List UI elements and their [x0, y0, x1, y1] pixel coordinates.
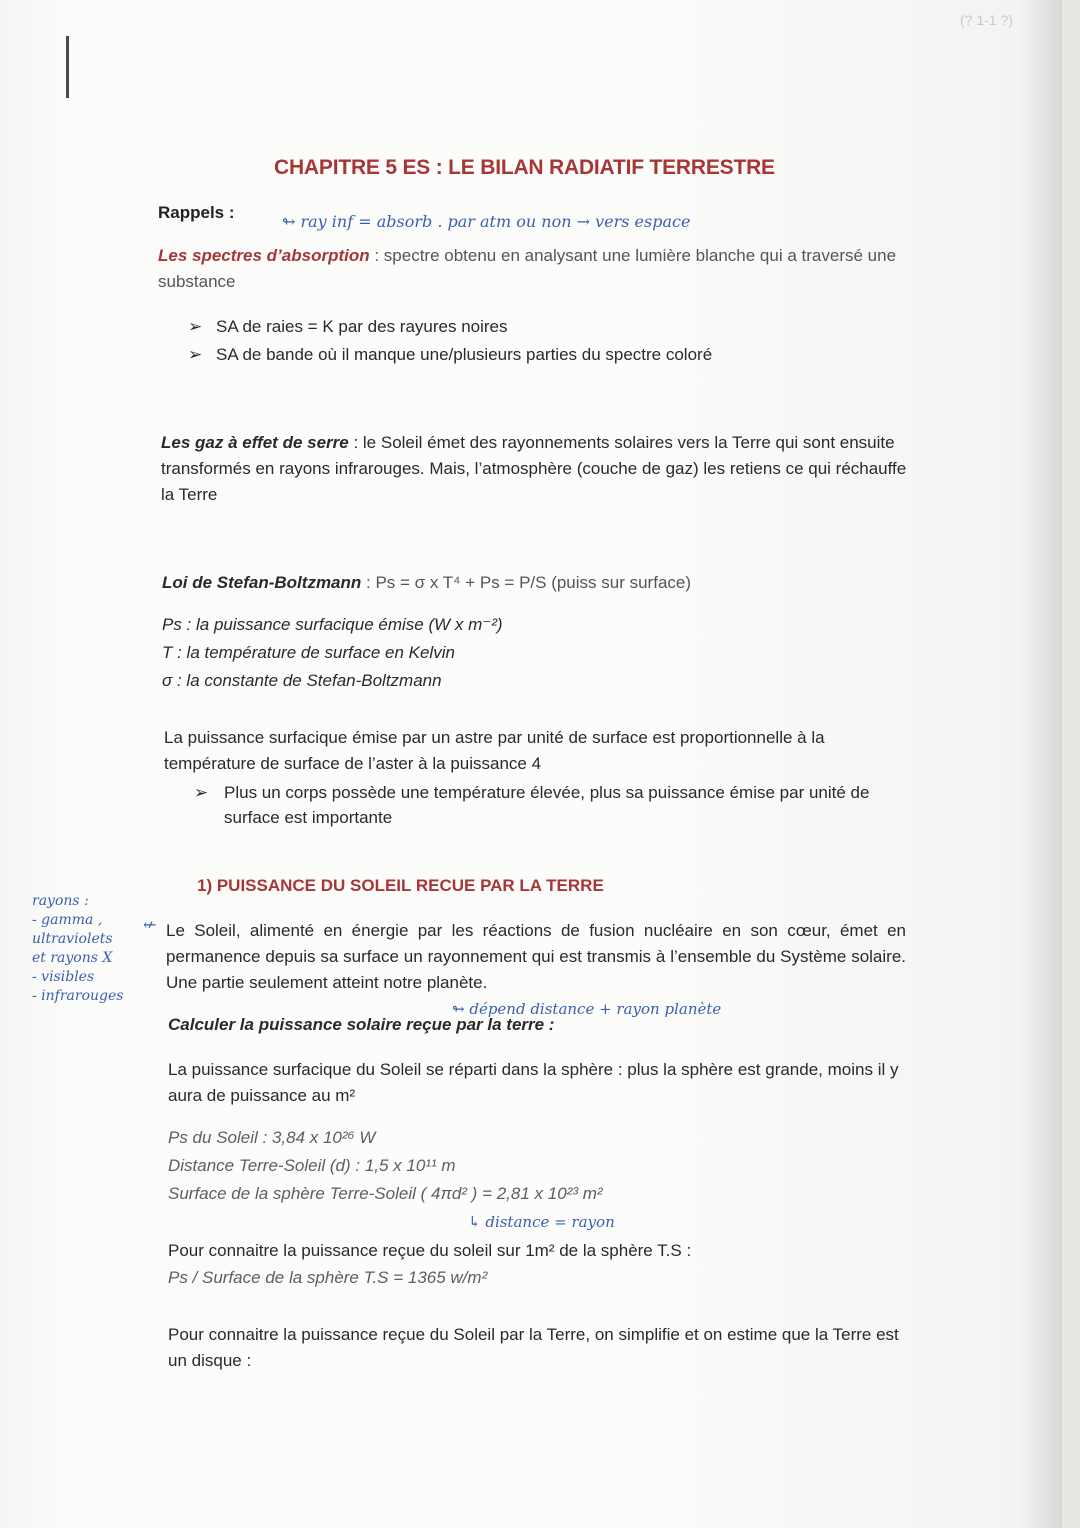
formula-1365: Ps / Surface de la sphère T.S = 1365 w/m² — [168, 1268, 488, 1287]
gaz-text: : le Soleil émet des rayonnements solaires vers la Terre qui sont ensuite transformés en rayons infrarouges. Mais, l’atmosphère (couche de gaz) les retiens ce qui réchauffe la Terre — [161, 433, 907, 504]
stefan-law-line — [162, 570, 922, 596]
gaz-label: Les gaz à effet de serre — [161, 433, 349, 452]
stefan-formula: : Ps = σ x T⁴ + Ps = P/S (puiss sur surface) — [361, 573, 692, 592]
connaitre-1: Pour connaitre la puissance reçue du soleil sur 1m² de la sphère T.S : — [168, 1241, 692, 1260]
arrow-bullet-icon: ➢ — [188, 345, 203, 364]
bullet-item: ➢ Plus un corps possède une température élevée, plus sa puissance émise par unité de surface est importante — [194, 780, 909, 830]
handwritten-note-distance: ↳ distance = rayon — [468, 1213, 615, 1231]
calc-heading: Calculer la puissance solaire reçue par la terre : — [168, 1015, 555, 1034]
definition-t: T : la température de surface en Kelvin — [162, 643, 455, 662]
corner-scribble: (? 1-1 ?) — [960, 12, 1013, 28]
stefan-bullet — [194, 780, 909, 830]
rappels-heading: Rappels : — [158, 203, 235, 222]
handwritten-note-absorption: ↬ ray inf = absorb . par atm ou non → vers espace — [282, 212, 691, 231]
stefan-label: Loi de Stefan-Boltzmann — [162, 573, 362, 592]
margin-pen-mark — [66, 36, 69, 98]
bullet-item: ➢ SA de bande où il manque une/plusieurs parties du spectre coloré — [188, 341, 888, 369]
values-list — [168, 1124, 868, 1208]
value-surface: Surface de la sphère Terre-Soleil ( 4πd² ) = 2,81 x 10²³ m² — [168, 1184, 603, 1203]
arrow-bullet-icon: ➢ — [188, 317, 203, 336]
spectres-text: : spectre obtenu en analysant une lumière blanche qui a traversé une substance — [158, 246, 897, 291]
connaitre-2: Pour connaitre la puissance reçue du Soleil par la Terre, on simplifie et on estime que la Terre est un disque : — [168, 1325, 899, 1370]
arrow-bullet-icon: ➢ — [194, 783, 209, 802]
hand-arrow-icon: ↚ — [143, 915, 157, 934]
page-title: CHAPITRE 5 ES : LE BILAN RADIATIF TERRESTRE — [274, 156, 775, 179]
margin-handwritten-notes: rayons : - gamma , ultraviolets et rayons X - visibles - infrarouges — [32, 893, 124, 1004]
stefan-statement: La puissance surfacique émise par un astre par unité de surface est proportionnelle à la température de surface de l’aster à la puissance 4 — [164, 728, 825, 773]
spectres-bullet-list — [188, 313, 888, 369]
value-distance: Distance Terre-Soleil (d) : 1,5 x 10¹¹ m — [168, 1156, 456, 1175]
bullet-item: ➢ SA de raies = K par des rayures noires — [188, 313, 888, 341]
handwritten-note-depend: ↬ dépend distance + rayon planète — [452, 1000, 722, 1018]
repartition-paragraph: La puissance surfacique du Soleil se réparti dans la sphère : plus la sphère est grande, moins il y aura de puissance au m² — [168, 1060, 899, 1105]
section-1-intro: Le Soleil, alimenté en énergie par les réactions de fusion nucléaire en son cœur, émet en permanence depuis sa surface un rayonnement qui est transmis à l’ensemble du Système solaire. Une partie seulement atteint notre planète. — [166, 921, 906, 992]
spectres-paragraph — [158, 243, 918, 295]
definition-sigma: σ : la constante de Stefan-Boltzmann — [162, 671, 442, 690]
value-ps-soleil: Ps du Soleil : 3,84 x 10²⁶ W — [168, 1128, 376, 1147]
stefan-definitions — [162, 611, 762, 695]
definition-ps: Ps : la puissance surfacique émise (W x m⁻²) — [162, 615, 503, 634]
gaz-effet-serre-paragraph — [161, 430, 911, 508]
spectres-label: Les spectres d’absorption — [158, 246, 370, 265]
section-1-heading: 1) PUISSANCE DU SOLEIL RECUE PAR LA TERRE — [197, 876, 604, 895]
